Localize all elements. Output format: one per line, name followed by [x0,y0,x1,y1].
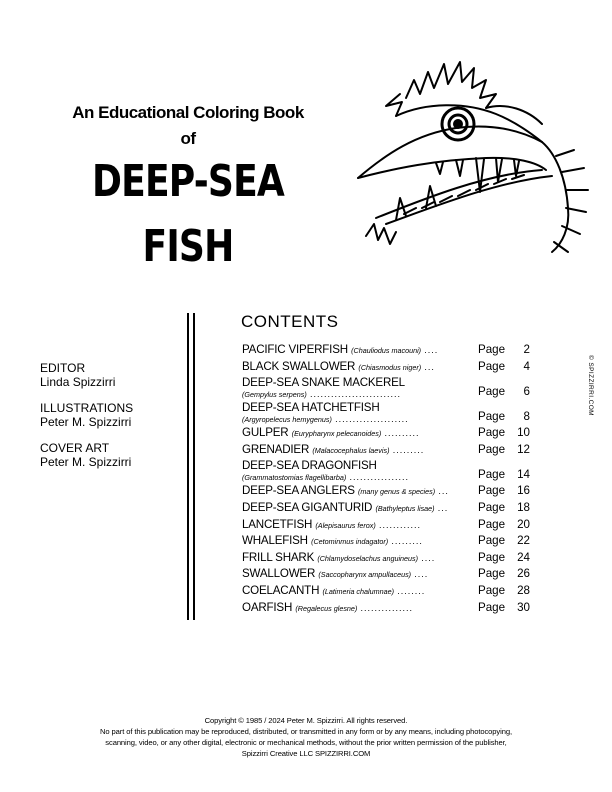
entry-scientific-name: (Bathyleptus lisae) [375,503,435,513]
entry-page-number: 4 [523,359,530,373]
entry-page-label: Page [478,534,506,548]
entry-page-number: 18 [517,500,530,514]
entry-page-number: 10 [517,426,530,440]
entry-page-label: Page [478,600,506,614]
entry-page-label: Page [478,517,506,531]
contents-row [242,517,532,534]
entry-page-number: 20 [517,517,530,531]
divider-line-right [193,313,195,620]
entry-scientific-name: (Saccopharynx ampullaceus) [318,570,412,580]
divider-line-left [187,313,189,620]
contents-row [242,566,532,583]
entry-page-number: 30 [517,600,530,614]
footer-copyright [20,715,592,759]
entry-leader-dots: ................. [349,472,410,483]
entry-leader-dots: .... [414,569,429,580]
side-copyright-text: © SPIZZIRRI.COM [587,355,594,416]
contents-row [242,483,532,500]
credit-editor [40,361,185,389]
entry-leader-dots: ... [438,486,449,497]
entry-name: FRILL SHARK [242,550,315,564]
entry-page-number: 28 [517,583,530,597]
subtitle-of: of [180,129,196,148]
entry-scientific-name: (Alepisaurus ferox) [315,520,376,530]
contents-row [242,400,532,425]
contents-row [242,458,532,483]
entry-page-number: 14 [517,468,530,482]
entry-page-number: 2 [523,343,530,356]
entry-page-label: Page [478,343,506,356]
credits [40,361,185,481]
contents-row [242,550,532,567]
entry-leader-dots: .......................... [309,389,401,400]
entry-scientific-name: (Regalecus glesne) [295,603,358,613]
entry-page-label: Page [478,442,506,456]
contents-list [242,342,532,616]
contents-row [242,600,532,617]
entry-leader-dots: .... [424,345,439,355]
contents-row [242,342,532,359]
entry-leader-dots: ... [437,502,449,513]
contents-row [242,425,532,442]
contents-row [242,533,532,550]
contents-heading: CONTENTS [241,312,339,331]
entry-name: DEEP-SEA DRAGONFISH [242,459,377,473]
entry-scientific-name: (many genus & species) [358,487,436,497]
cover-art-name: Peter M. Spizzirri [40,455,132,469]
entry-name: DEEP-SEA ANGLERS [242,484,355,498]
editor-name: Linda Spizzirri [40,375,116,389]
entry-page-label: Page [478,500,506,514]
entry-page-label: Page [478,468,506,482]
credit-cover-art [40,441,185,469]
entry-scientific-name: (Latimeria chalumnae) [322,586,394,596]
contents-row [242,359,532,376]
entry-scientific-name: (Chlamydoselachus anguineus) [317,553,419,563]
contents-row [242,442,532,459]
subtitle-line: An Educational Coloring Book [72,103,304,122]
credit-illustrations [40,401,185,429]
entry-page-label: Page [478,583,506,597]
entry-page-label: Page [478,426,506,440]
entry-page-label: Page [478,385,506,399]
entry-page-label: Page [478,550,506,564]
entry-page-number: 12 [517,442,530,456]
entry-name: SWALLOWER [242,567,316,581]
entry-scientific-name: (Cetominmus indagator) [311,537,389,547]
contents-row [242,583,532,600]
contents-row [242,375,532,400]
contents-row [242,500,532,517]
entry-name: GRENADIER [242,442,310,456]
entry-leader-dots: .... [421,552,436,563]
entry-name: GULPER [242,426,289,440]
entry-page-number: 26 [517,567,530,581]
entry-page-number: 22 [517,534,530,548]
illustrations-label: ILLUSTRATIONS [40,401,134,415]
entry-page-number: 16 [517,484,530,498]
entry-leader-dots: ......... [391,536,423,547]
entry-page-number: 24 [517,550,530,564]
entry-leader-dots: ............... [360,602,414,613]
entry-page-label: Page [478,359,506,373]
footer-line-copyright: Copyright © 1985 / 2024 Peter M. Spizzirri. All rights reserved. [204,716,408,725]
entry-leader-dots: .......... [384,428,420,439]
entry-name: WHALEFISH [242,534,308,548]
footer-line-rights-1: No part of this publication may be reproduced, distributed, or transmitted in any form or by any means, including photocopying, [100,727,512,736]
entry-name: DEEP-SEA SNAKE MACKEREL [242,376,405,390]
cover-art-label: COVER ART [40,441,110,455]
entry-scientific-name: (Malacocephalus laevis) [312,445,390,455]
entry-name: PACIFIC VIPERFISH [242,343,348,356]
entry-leader-dots: ... [424,361,435,372]
entry-scientific-name: (Chauliodus macouni) [351,346,422,355]
entry-leader-dots: ..................... [335,414,409,425]
viperfish-illustration [356,58,592,258]
entry-name: DEEP-SEA HATCHETFISH [242,401,380,415]
entry-scientific-name: (Argyropelecus hemygenus) [242,415,332,425]
main-title-fish: FISH [142,221,234,272]
entry-name: LANCETFISH [242,517,313,531]
entry-scientific-name: (Gempylus serpens) [242,390,307,400]
entry-name: DEEP-SEA GIGANTURID [242,500,373,514]
entry-page-label: Page [478,567,506,581]
entry-scientific-name: (Chiasmodus niger) [358,362,422,372]
footer-line-publisher: Spizzirri Creative LLC SPIZZIRRI.COM [241,749,371,758]
entry-page-label: Page [478,484,506,498]
entry-scientific-name: (Eurypharynx pelecanoides) [291,429,382,439]
footer-line-rights-2: scanning, video, or any other digital, electronic or mechanical methods, without the prior written permission of the publisher, [105,738,507,747]
entry-name: BLACK SWALLOWER [242,359,356,373]
illustrations-name: Peter M. Spizzirri [40,415,132,429]
entry-name: COELACANTH [242,583,320,597]
entry-name: OARFISH [242,600,293,614]
entry-leader-dots: ............ [378,519,421,530]
main-title-deep-sea: DEEP-SEA [91,156,285,207]
entry-leader-dots: ......... [392,444,425,455]
entry-page-number: 8 [523,410,530,424]
entry-page-label: Page [478,410,506,424]
entry-leader-dots: ........ [397,585,426,596]
editor-label: EDITOR [40,361,86,375]
entry-page-number: 6 [523,385,530,399]
entry-scientific-name: (Grammatostomias flagellibarba) [242,473,347,483]
